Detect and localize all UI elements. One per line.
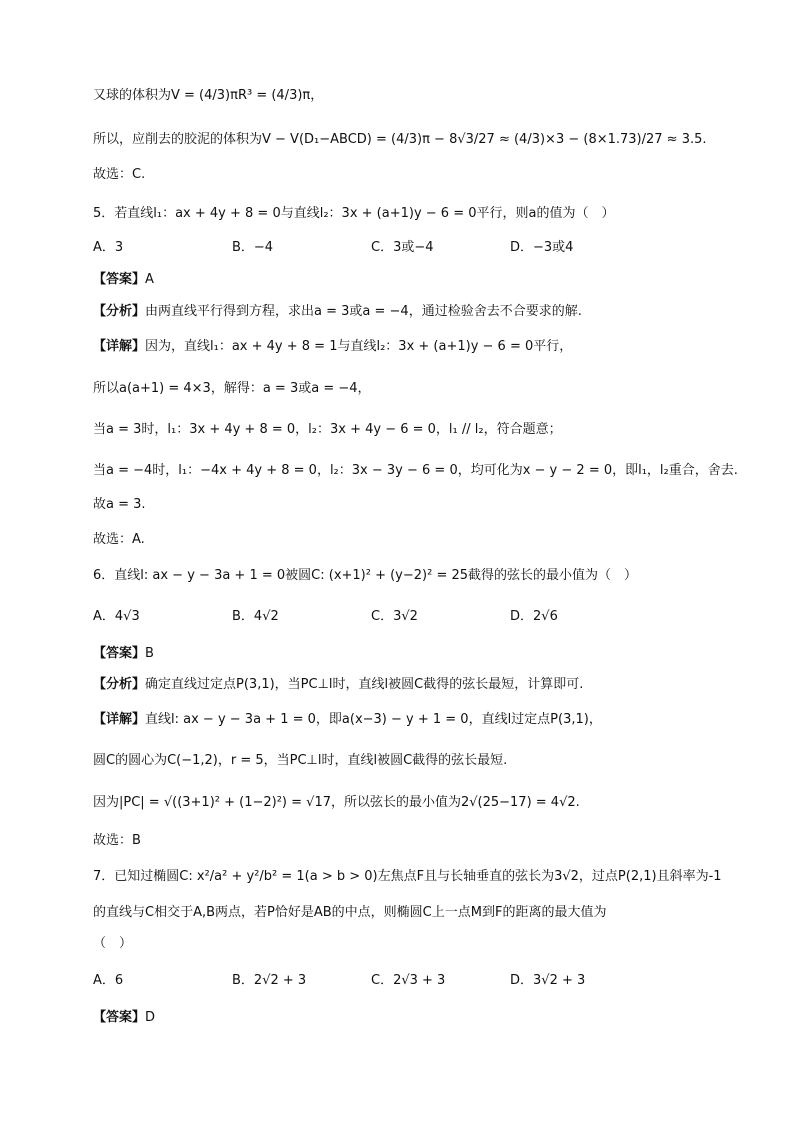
q7-option-d: D．3√2 + 3 bbox=[510, 973, 586, 988]
analysis-text: 确定直线过定点P(3,1)，当PC⊥l时，直线l被圆C截得的弦长最短，计算即可. bbox=[145, 677, 584, 692]
answer-tag: 【答案】 bbox=[93, 646, 146, 661]
q5-option-a: A．3 bbox=[93, 240, 124, 255]
analysis-tag: 【分析】 bbox=[93, 304, 146, 319]
q5-answer bbox=[93, 270, 154, 290]
q7-option-b: B．2√2 + 3 bbox=[232, 973, 307, 988]
q5-option-c: C．3或−4 bbox=[371, 240, 434, 255]
q6-option-b: B．4√2 bbox=[232, 609, 279, 624]
q5-detail-4: 当a = −4时，l₁：−4x + 4y + 8 = 0，l₂：3x − 3y − 6 = 0，均可化为x − y − 2 = 0，即l₁，l₂重合，舍去. bbox=[93, 463, 738, 478]
q6-option-a: A．4√3 bbox=[93, 609, 140, 624]
detail-text: 因为，直线l₁：ax + 4y + 8 = 1与直线l₂：3x + (a+1)y − 6 = 0平行， bbox=[145, 339, 573, 354]
analysis-tag: 【分析】 bbox=[93, 677, 146, 692]
answer-value: A bbox=[145, 272, 154, 287]
q5-choice: 故选：A. bbox=[93, 532, 145, 547]
answer-value: B bbox=[145, 646, 154, 661]
q7-stem-line2: 的直线与C相交于A,B两点，若P恰好是AB的中点，则椭圆C上一点M到F的距离的最大值为 bbox=[93, 905, 607, 920]
removed-volume-line: 所以，应削去的胶泥的体积为V − V(D₁−ABCD) = (4/3)π − 8√3/27 ≈ (4/3)×3 − (8×1.73)/27 ≈ 3.5. bbox=[93, 132, 707, 147]
q6-option-c: C．3√2 bbox=[371, 609, 418, 624]
q5-detail-5: 故a = 3. bbox=[93, 497, 146, 512]
ball-volume-line: 又球的体积为V = (4/3)πR³ = (4/3)π， bbox=[93, 88, 324, 103]
answer-value: D bbox=[145, 1010, 156, 1025]
q6-analysis bbox=[93, 675, 583, 695]
answer-tag: 【答案】 bbox=[93, 272, 146, 287]
q7-option-c: C．2√3 + 3 bbox=[371, 973, 446, 988]
q6-detail-3: 因为|PC| = √((3+1)² + (1−2)²) = √17，所以弦长的最小值为2√(25−17) = 4√2. bbox=[93, 795, 580, 810]
detail-tag: 【详解】 bbox=[93, 339, 146, 354]
q6-option-d: D．2√6 bbox=[510, 609, 558, 624]
q7-stem-line1: 7．已知过椭圆C: x²/a² + y²/b² = 1(a > b > 0)左焦点F且与长轴垂直的弦长为3√2，过点P(2,1)且斜率为-1 bbox=[93, 869, 722, 884]
q5-option-b: B．−4 bbox=[232, 240, 274, 255]
q5-detail-3: 当a = 3时，l₁：3x + 4y + 8 = 0，l₂：3x + 4y − 6 = 0，l₁ // l₂，符合题意； bbox=[93, 422, 562, 437]
q5-detail-1 bbox=[93, 337, 572, 357]
detail-tag: 【详解】 bbox=[93, 712, 146, 727]
q5-stem: 5．若直线l₁：ax + 4y + 8 = 0与直线l₂：3x + (a+1)y − 6 = 0平行，则a的值为（ ） bbox=[93, 206, 615, 221]
q5-option-d: D．−3或4 bbox=[510, 240, 574, 255]
q6-answer bbox=[93, 644, 154, 664]
q5-analysis bbox=[93, 302, 582, 322]
q6-choice: 故选：B bbox=[93, 833, 141, 848]
q5-detail-2: 所以a(a+1) = 4×3，解得：a = 3或a = −4， bbox=[93, 381, 371, 396]
q6-detail-2: 圆C的圆心为C(−1,2)，r = 5，当PC⊥l时，直线l被圆C截得的弦长最短. bbox=[93, 753, 508, 768]
q6-detail-1 bbox=[93, 710, 602, 730]
q4-choice: 故选：C. bbox=[93, 167, 146, 182]
analysis-text: 由两直线平行得到方程，求出a = 3或a = −4，通过检验舍去不合要求的解. bbox=[145, 304, 582, 319]
q7-answer bbox=[93, 1008, 155, 1028]
detail-text: 直线l: ax − y − 3a + 1 = 0，即a(x−3) − y + 1 = 0，直线l过定点P(3,1)， bbox=[145, 712, 602, 727]
q6-stem: 6．直线l: ax − y − 3a + 1 = 0被圆C: (x+1)² + (y−2)² = 25截得的弦长的最小值为（ ） bbox=[93, 568, 638, 583]
q7-stem-line3: （ ） bbox=[93, 936, 133, 951]
q7-option-a: A．6 bbox=[93, 973, 124, 988]
answer-tag: 【答案】 bbox=[93, 1010, 146, 1025]
